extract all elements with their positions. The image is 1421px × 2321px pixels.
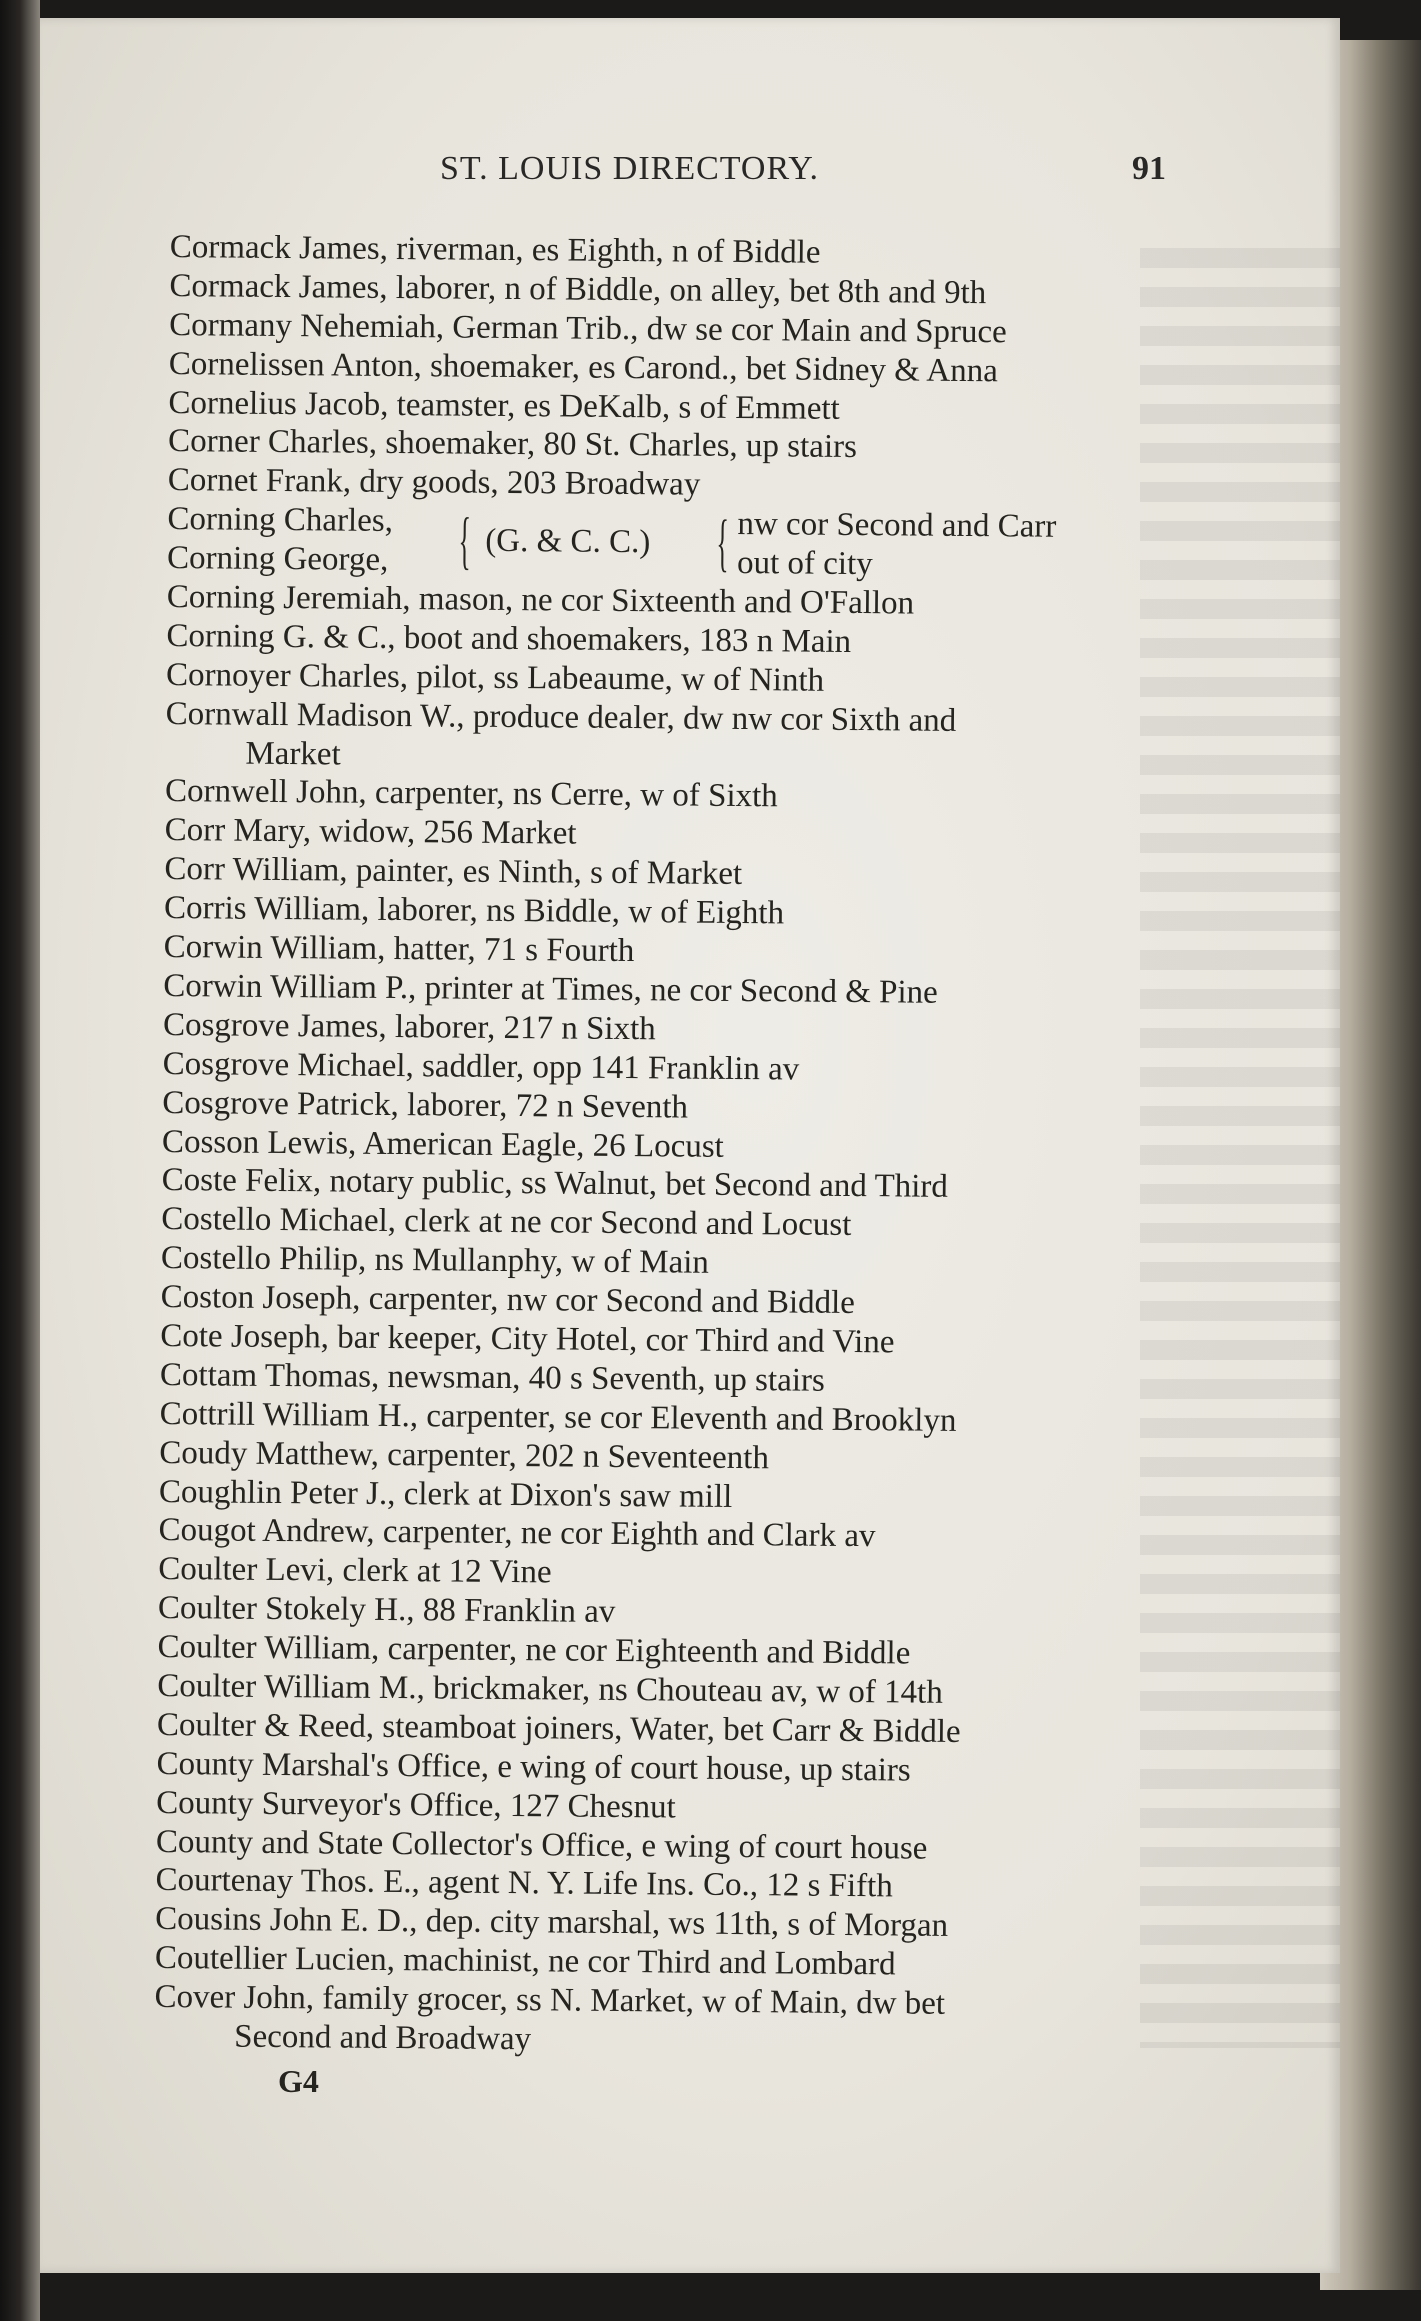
directory-entry: Coudy Matthew, carpenter, 202 n Seventeenth bbox=[159, 1434, 770, 1476]
directory-entry: Corr William, painter, es Ninth, s of Market bbox=[164, 851, 743, 893]
directory-entry: Cornoyer Charles, pilot, ss Labeaume, w of Ninth bbox=[165, 656, 825, 699]
directory-entry: County Marshal's Office, e wing of court house, up stairs bbox=[156, 1745, 911, 1789]
directory-entry: Corning G. & C., boot and shoemakers, 183 n Main bbox=[166, 617, 852, 660]
directory-entry: Cottrill William H., carpenter, se cor Eleventh and Brooklyn bbox=[159, 1395, 957, 1439]
book-spine-edge bbox=[0, 0, 40, 2321]
directory-entry: Cornelius Jacob, teamster, es DeKalb, s of Emmett bbox=[168, 384, 840, 427]
directory-entry: Cosson Lewis, American Eagle, 26 Locust bbox=[161, 1123, 724, 1165]
directory-entry: Corr Mary, widow, 256 Market bbox=[164, 812, 577, 852]
directory-entry: Cote Joseph, bar keeper, City Hotel, cor Third and Vine bbox=[160, 1317, 895, 1361]
directory-entry: Coulter & Reed, steamboat joiners, Water, bet Carr & Biddle bbox=[156, 1706, 961, 1750]
brace: { bbox=[716, 507, 730, 579]
entry-address: out of city bbox=[736, 545, 873, 583]
directory-entry: Corris William, laborer, ns Biddle, w of Eighth bbox=[163, 890, 785, 932]
directory-entries bbox=[154, 228, 1230, 2065]
firm-name: (G. & C. C.) bbox=[485, 522, 651, 561]
directory-entry: Coulter William, carpenter, ne cor Eighteenth and Biddle bbox=[157, 1629, 911, 1672]
directory-entry: Costello Michael, clerk at ne cor Second and Locust bbox=[161, 1201, 852, 1244]
running-header bbox=[40, 150, 1340, 190]
directory-page bbox=[40, 18, 1340, 2273]
directory-entry: Corwin William P., printer at Times, ne cor Second & Pine bbox=[163, 967, 938, 1011]
brace: { bbox=[458, 504, 472, 576]
page-title: ST. LOUIS DIRECTORY. bbox=[440, 150, 819, 187]
directory-entry: Cornwell John, carpenter, ns Cerre, w of Sixth bbox=[164, 773, 778, 815]
directory-entry: Cover John, family grocer, ss N. Market, w of Main, dw bet bbox=[154, 1979, 946, 2022]
directory-entry: Cormany Nehemiah, German Trib., dw se cor Main and Spruce bbox=[168, 306, 1007, 351]
directory-entry: Coulter William M., brickmaker, ns Chouteau av, w of 14th bbox=[157, 1667, 943, 1711]
corning-bracket-entry bbox=[167, 500, 1228, 587]
directory-entry: Coste Felix, notary public, ss Walnut, bet Second and Third bbox=[161, 1162, 949, 1206]
directory-entry: Coulter Levi, clerk at 12 Vine bbox=[158, 1551, 552, 1591]
directory-entry: Cottam Thomas, newsman, 40 s Seventh, up stairs bbox=[159, 1356, 825, 1399]
directory-entry: Corning Jeremiah, mason, ne cor Sixteenth and O'Fallon bbox=[166, 579, 915, 622]
directory-entry: Corner Charles, shoemaker, 80 St. Charles, up stairs bbox=[167, 423, 858, 466]
directory-entry: County and State Collector's Office, e wing of court house bbox=[155, 1823, 928, 1867]
directory-entry: Cosgrove Michael, saddler, opp 141 Franklin av bbox=[162, 1045, 800, 1088]
entry-name: Corning George, bbox=[166, 540, 389, 579]
entry-name: Corning Charles, bbox=[167, 501, 394, 540]
directory-entry: Cosgrove Patrick, laborer, 72 n Seventh bbox=[162, 1084, 689, 1126]
directory-entry: Coston Joseph, carpenter, nw cor Second and Biddle bbox=[160, 1279, 856, 1322]
directory-entry: Cousins John E. D., dep. city marshal, ws 11th, s of Morgan bbox=[155, 1901, 949, 1945]
directory-entry: Corwin William, hatter, 71 s Fourth bbox=[163, 929, 635, 970]
directory-entry: Cornwall Madison W., produce dealer, dw nw cor Sixth and bbox=[165, 695, 957, 739]
directory-entry: Cougot Andrew, carpenter, ne cor Eighth and Clark av bbox=[158, 1512, 876, 1555]
directory-entry: Costello Philip, ns Mullanphy, w of Main bbox=[160, 1240, 710, 1281]
directory-entry: Cornet Frank, dry goods, 203 Broadway bbox=[167, 462, 701, 503]
directory-entry: County Surveyor's Office, 127 Chesnut bbox=[156, 1784, 676, 1826]
entry-address: nw cor Second and Carr bbox=[737, 506, 1057, 545]
directory-entry: Cormack James, laborer, n of Biddle, on alley, bet 8th and 9th bbox=[169, 267, 987, 312]
directory-entry: Cornelissen Anton, shoemaker, es Carond., bet Sidney & Anna bbox=[168, 345, 999, 389]
entry-continuation: Market bbox=[245, 735, 341, 773]
page-number: 91 bbox=[1132, 150, 1166, 187]
signature-mark: G4 bbox=[278, 2063, 319, 2099]
entry-continuation: Second and Broadway bbox=[234, 2018, 532, 2058]
directory-entry: Coughlin Peter J., clerk at Dixon's saw mill bbox=[158, 1473, 733, 1515]
directory-entry: Courtenay Thos. E., agent N. Y. Life Ins. Co., 12 s Fifth bbox=[155, 1862, 893, 1905]
directory-entry: Cosgrove James, laborer, 217 n Sixth bbox=[162, 1006, 656, 1048]
directory-entry: Coulter Stokely H., 88 Franklin av bbox=[157, 1590, 616, 1631]
directory-entry: Cormack James, riverman, es Eighth, n of Biddle bbox=[169, 228, 821, 271]
directory-entry: Coutellier Lucien, machinist, ne cor Third and Lombard bbox=[154, 1940, 896, 1983]
